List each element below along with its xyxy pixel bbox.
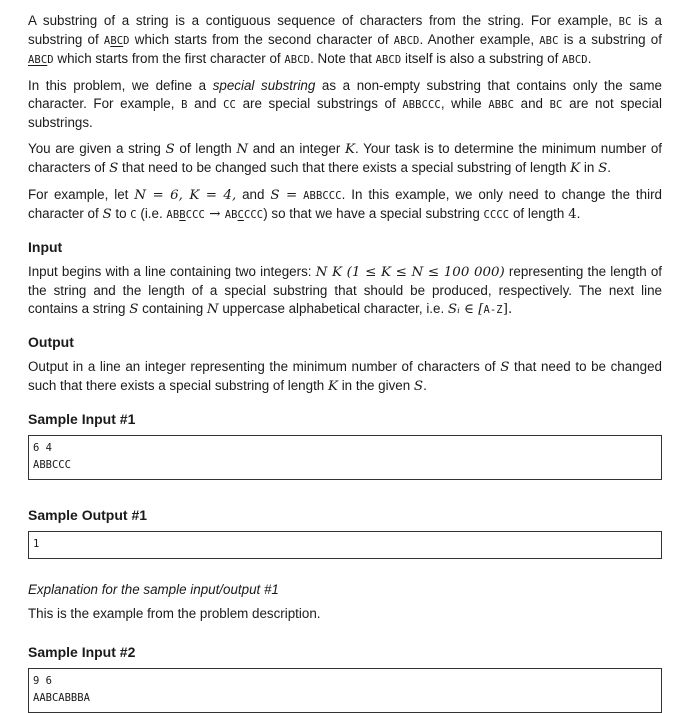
math-var: S (413, 379, 424, 394)
text: in the given (337, 378, 414, 393)
sample-output-1-heading: Sample Output #1 (28, 507, 148, 523)
text: containing (138, 301, 207, 316)
sample-line: ABBCCC (33, 459, 71, 471)
underlined-code: ABC (28, 54, 48, 66)
math-var: K (570, 161, 581, 176)
code-text: ABCD (375, 54, 402, 66)
code-part: A (103, 35, 111, 47)
code-text (28, 54, 54, 66)
code-part: D (123, 35, 130, 47)
intro-paragraph-3 (28, 140, 662, 178)
code-text: CCCC (483, 209, 510, 221)
text: . (576, 206, 581, 221)
code-text: ABCD (284, 54, 311, 66)
explanation-1-heading: Explanation for the sample input/output #1 (28, 582, 279, 597)
math-var: K (327, 379, 338, 394)
sample-input-1-heading: Sample Input #1 (28, 411, 136, 427)
code-text: ABC (539, 35, 559, 47)
code-part: CCC (243, 209, 264, 221)
code-text: Z (496, 304, 503, 316)
text: Output in a line an integer representing the minimum number of characters of (28, 359, 501, 374)
text: is a substring of (28, 13, 662, 47)
code-text: B (181, 99, 188, 111)
math-var: N (236, 142, 249, 157)
code-text (166, 209, 205, 221)
intro-paragraph-4 (28, 186, 662, 224)
text: ) so that we have a special substring (263, 206, 484, 221)
text: as a non-empty substring that contains only the same character. For example, (28, 78, 662, 111)
output-heading: Output (28, 334, 74, 350)
text: and an integer (248, 141, 345, 156)
underlined-code: BC (110, 35, 124, 47)
underlined-code: B (179, 209, 186, 221)
code-text: ABCD (562, 54, 588, 66)
text: (i.e. (136, 206, 167, 221)
text: and (514, 96, 550, 111)
code-text: BC (549, 99, 563, 111)
math-var: S (598, 161, 608, 176)
text: of length (509, 206, 569, 221)
code-part: AB (166, 209, 180, 221)
sample-line: 9 6 (33, 675, 52, 687)
text: and (187, 96, 224, 111)
text: are special substrings of (235, 96, 403, 111)
code-text: CC (223, 99, 236, 111)
code-text: A (483, 304, 490, 316)
math-var: S (102, 207, 112, 222)
math-var: S (109, 161, 119, 176)
code-text: ABCD (393, 35, 420, 47)
text: You are given a string (28, 141, 166, 156)
code-part: CCC (185, 209, 205, 221)
sample-input-2-box (28, 668, 662, 713)
math-expr: S = (270, 188, 298, 203)
input-description (28, 263, 662, 319)
math-var: S (165, 142, 175, 157)
text: that need to be changed such that there exists a special substring of length (28, 359, 662, 393)
sample-line: 6 4 (33, 442, 52, 454)
text: . (587, 51, 592, 66)
text: that need to be changed such that there exists a special substring of length (118, 160, 571, 175)
text: and (236, 187, 271, 202)
code-text: ABBC (488, 99, 515, 111)
text: representing the length of the string and the length of a special substring that should be produced, respectively. The next line contains a string (28, 264, 663, 316)
text: which starts from the first character of (53, 51, 285, 66)
explanation-1-text: This is the example from the problem description. (28, 606, 321, 621)
code-text: C (130, 209, 137, 221)
text: . Another example, (419, 32, 540, 47)
problem-statement (28, 12, 662, 713)
output-description (28, 358, 662, 396)
code-text: ABBCCC (303, 190, 342, 202)
text: uppercase alphabetical character, i.e. (218, 301, 448, 316)
code-text: BC (618, 16, 632, 28)
code-text (225, 209, 264, 221)
code-text: ABBCCC (402, 99, 441, 111)
text: in (580, 160, 599, 175)
intro-paragraph-1 (28, 12, 662, 69)
sample-input-2-heading: Sample Input #2 (28, 644, 136, 660)
math-var: K (344, 142, 355, 157)
sample-line: AABCABBBA (33, 692, 90, 704)
emphasis-text: special substring (212, 78, 316, 93)
text: A substring of a string is a contiguous sequence of characters from the string. For example, (28, 13, 619, 28)
text: is a substring of (558, 32, 662, 47)
text: itself is also a substring of (401, 51, 563, 66)
text: of length (174, 141, 237, 156)
sample-output-1-box (28, 531, 662, 559)
intro-paragraph-2 (28, 77, 662, 132)
math-var: S (500, 360, 510, 375)
text: . Note that (310, 51, 376, 66)
text: , while (440, 96, 489, 111)
math-var: N (206, 302, 219, 317)
math-expr: ]. (502, 302, 513, 317)
text: For example, let (28, 187, 135, 202)
arrow-symbol: → (204, 207, 225, 222)
text: . Your task is to determine the minimum number of characters of (28, 141, 662, 175)
math-expr: N = 6, K = 4, (134, 188, 237, 203)
underlined-code: C (237, 209, 244, 221)
text: In this problem, we define a (28, 78, 213, 93)
code-text: - (489, 304, 497, 316)
input-heading: Input (28, 239, 63, 255)
text: are not special substrings. (28, 96, 662, 130)
text: . (423, 378, 427, 393)
sample-line: 1 (33, 538, 40, 550)
text: . (607, 160, 611, 175)
math-expr: Sᵢ ∈ [ (447, 302, 484, 317)
text: which starts from the second character of (129, 32, 394, 47)
math-expr: N K (1 ≤ K ≤ N ≤ 100 000) (315, 265, 505, 280)
code-text (104, 35, 130, 47)
text: to (111, 206, 131, 221)
sample-input-1-box (28, 435, 662, 480)
text: . In this example, we only need to change the third character of (28, 187, 662, 221)
code-part: D (47, 54, 54, 66)
text: Input begins with a line containing two integers: (28, 264, 316, 279)
math-number: 4 (568, 207, 577, 222)
code-part: AB (224, 209, 238, 221)
math-var: S (129, 302, 139, 317)
